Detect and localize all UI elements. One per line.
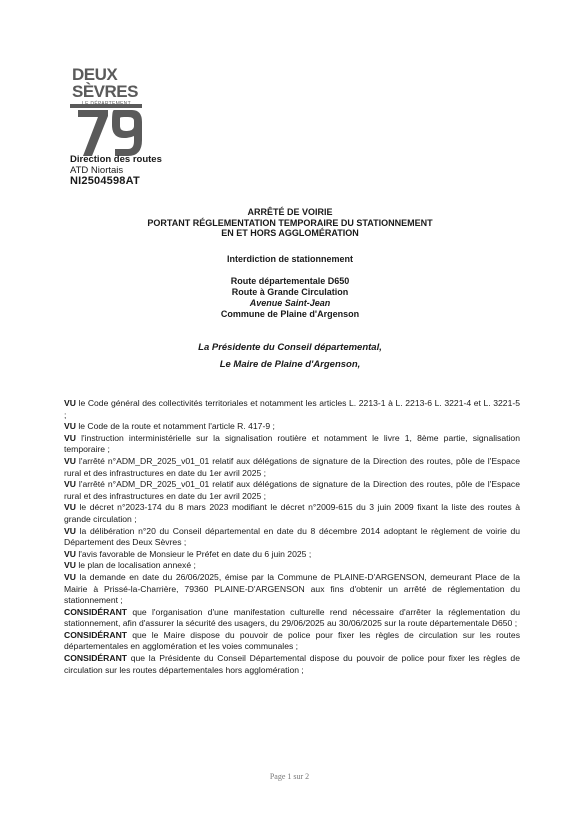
paragraph-text: l'arrêté n°ADM_DR_2025_v01_01 relatif aux délégations de signature de la Direction des routes, pôle de l'Espace rural et des infrastructures en date du 1er avril 2025 ; <box>64 455 520 478</box>
paragraph-text: que l'organisation d'une manifestation culturelle rend nécessaire d'arrêter la réglementation du stationnement, afin d'assurer la sécurité des usagers, du 29/06/2025 au 30/06/2025 sur la route départementale D650 ; <box>64 606 520 629</box>
paragraph-keyword: VU <box>64 455 76 466</box>
legal-paragraph <box>64 433 520 456</box>
legal-paragraph <box>64 421 520 433</box>
logo-text-sevres: SÈVRES <box>72 82 138 101</box>
paragraph-keyword: VU <box>64 421 76 432</box>
legal-paragraph <box>64 549 520 561</box>
paragraph-keyword: VU <box>64 571 76 582</box>
route-line-2: Route à Grande Circulation <box>231 287 349 297</box>
paragraph-keyword: CONSIDÉRANT <box>64 629 128 640</box>
title-line-1: ARRÊTÉ DE VOIRIE <box>247 207 333 217</box>
legal-paragraph <box>64 630 520 653</box>
legal-paragraph <box>64 560 520 572</box>
title-line-3: EN ET HORS AGGLOMÉRATION <box>221 228 359 238</box>
paragraph-text: l'avis favorable de Monsieur le Préfet en date du 6 juin 2025 ; <box>75 548 312 559</box>
legal-paragraph <box>64 398 520 421</box>
signatory-president: La Présidente du Conseil départemental, <box>198 342 382 353</box>
legal-paragraph <box>64 572 520 607</box>
service-label: ATD Niortais <box>70 165 124 176</box>
page-footer: Page 1 sur 2 <box>269 772 310 781</box>
paragraph-text: le Code de la route et notamment l'article R. 417-9 ; <box>75 421 275 432</box>
paragraph-keyword: VU <box>64 525 76 536</box>
paragraph-text: le décret n°2023-174 du 8 mars 2023 modifiant le décret n°2009-615 du 3 juin 2009 fixant la liste des routes à grande circulation ; <box>64 502 520 524</box>
paragraph-keyword: VU <box>64 432 76 443</box>
department-logo <box>70 66 156 158</box>
legal-paragraph <box>64 526 520 549</box>
paragraph-keyword: VU <box>64 560 76 571</box>
issuer-header <box>70 154 162 187</box>
logo-text-departement: LE DÉPARTEMENT <box>82 101 132 107</box>
legal-paragraph <box>64 653 520 676</box>
legal-paragraph <box>64 456 520 479</box>
paragraph-text: la demande en date du 26/06/2025, émise par la Commune de PLAINE-D'ARGENSON, demeurant Place de la Mairie à Prissé-la-Charrière, 79360 PLAINE-D'ARGENSON aux fins d'obtenir un arrêté de réglementation du stationnement ; <box>64 571 520 606</box>
paragraph-keyword: CONSIDÉRANT <box>64 606 128 617</box>
legal-paragraph <box>64 479 520 502</box>
legal-paragraph <box>64 502 520 525</box>
paragraph-keyword: CONSIDÉRANT <box>64 653 128 664</box>
route-line-4: Commune de Plaine d'Argenson <box>220 309 360 319</box>
route-line-1: Route départementale D650 <box>230 276 350 286</box>
paragraph-keyword: VU <box>64 398 76 408</box>
direction-label: Direction des routes <box>70 154 162 165</box>
signatory-maire: Le Maire de Plaine d'Argenson, <box>219 359 361 370</box>
reference-number: NI2504598AT <box>70 175 140 187</box>
legal-paragraph <box>64 607 520 630</box>
document-subject: Interdiction de stationnement <box>226 254 353 264</box>
paragraph-text: le Code général des collectivités territoriales et notamment les articles L. 2213-1 à L. 2213-6 L. 3221-4 et L. 3221-5 ; <box>64 398 520 420</box>
paragraph-keyword: VU <box>64 479 76 490</box>
route-line-3: Avenue Saint-Jean <box>249 298 331 308</box>
logo-text-deux: DEUX <box>72 65 118 84</box>
paragraph-keyword: VU <box>64 548 76 559</box>
paragraph-text: que le Maire dispose du pouvoir de police pour fixer les règles de circulation sur les routes départementales en agglomération et les voies communales ; <box>64 629 520 652</box>
document-title <box>60 207 520 239</box>
paragraph-text: le plan de localisation annexé ; <box>75 560 196 571</box>
title-line-2: PORTANT RÉGLEMENTATION TEMPORAIRE DU STATIONNEMENT <box>147 217 433 228</box>
paragraph-text: la délibération n°20 du Conseil départemental en date du 8 décembre 2014 adoptant le règlement de voirie du Département des Deux Sèvres ; <box>64 525 520 548</box>
paragraph-keyword: VU <box>64 502 76 513</box>
legal-body <box>64 398 520 676</box>
route-info <box>60 276 520 320</box>
paragraph-text: l'arrêté n°ADM_DR_2025_v01_01 relatif aux délégations de signature de la Direction des routes, pôle de l'Espace rural et des infrastructures en date du 1er avril 2025 ; <box>64 479 520 501</box>
paragraph-text: l'instruction interministérielle sur la signalisation routière et notamment le livre 1, 8ème partie, signalisation temporaire ; <box>64 432 520 455</box>
paragraph-text: que la Présidente du Conseil Départemental dispose du pouvoir de police pour fixer les règles de circulation sur les routes départementales hors agglomération ; <box>64 653 520 675</box>
